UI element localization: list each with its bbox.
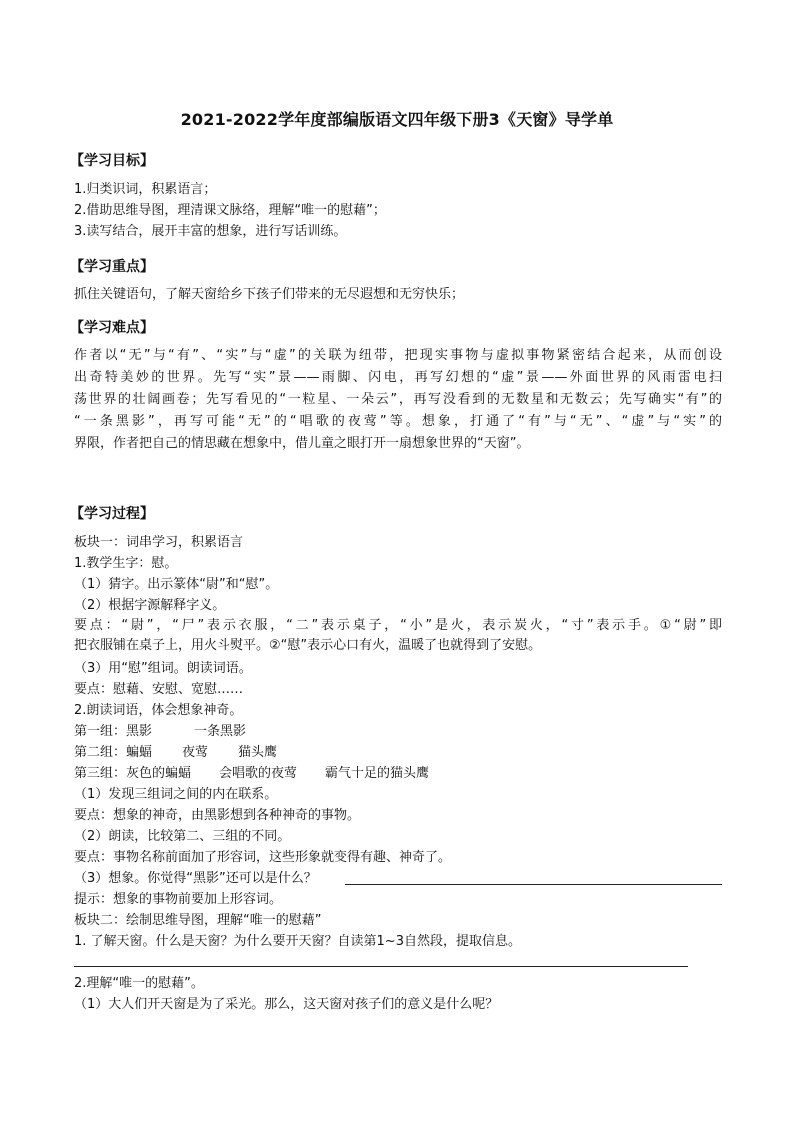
answer-1: 要点：想象的神奇，由黑影想到各种神奇的事物。 [74, 808, 361, 823]
group3-word-1: 灰色的蝙蝠 [126, 766, 192, 781]
difficulties-paragraph [74, 345, 722, 455]
group2-word-1: 蝙蝠 [126, 745, 153, 760]
answer-line-2[interactable] [74, 966, 688, 967]
step1-wordform: （3）用“慰”组词。朗读词语。 [74, 661, 252, 676]
block2-question-1: （1）大人们开天窗是为了采光。那么，这天窗对孩子们的意义是什么呢？ [74, 997, 499, 1012]
difficulties-line-2: 出奇特美妙的世界。先写“实”景——雨脚、闪电，再写幻想的“虚”景——外面世界的风雨雷电扫 [74, 370, 722, 385]
answer-line-1[interactable] [345, 884, 722, 885]
difficulties-heading: 【学习难点】 [70, 320, 154, 336]
difficulties-line-1: 作者以“无”与“有”、“实”与“虚”的关联为纽带，把现实事物与虚拟事物紧密结合起来，从而创设 [74, 348, 722, 363]
step1-key-line-1: 要点：“尉”，“尸”表示衣服，“二”表示桌子，“小”是火，表示炭火，“寸”表示手。①“尉”即 [74, 618, 722, 633]
question-2: （2）朗读，比较第二、三组的不同。 [74, 829, 291, 844]
answer-2: 要点：事物名称前面加了形容词，这些形象就变得有趣、神奇了。 [74, 850, 452, 865]
difficulties-line-4: “一条黑影”，再写可能“无”的“唱歌的夜莺”等。想象，打通了“有”与“无”、“虚”与“实”的 [74, 414, 722, 429]
group1-word-2: 一条黑影 [194, 724, 247, 739]
key-points-text: 抓住关键语句，了解天窗给乡下孩子们带来的无尽遐想和无穷快乐； [74, 287, 465, 302]
group2-word-3: 猫头鹰 [238, 745, 278, 760]
hint-text: 提示：想象的事物前要加上形容词。 [74, 892, 283, 907]
word-group-1 [74, 722, 246, 742]
objectives-heading: 【学习目标】 [70, 153, 154, 169]
step1-key-paragraph [74, 616, 722, 656]
step1-key-line-2: 把衣服铺在桌子上，用火斗熨平。②“慰”表示心口有火，温暖了也就得到了安慰。 [74, 638, 542, 653]
step1-key-words: 要点：慰藉、安慰、宽慰…… [74, 682, 244, 697]
page-title: 2021-2022学年度部编版语文四年级下册3《天窗》导学单 [180, 110, 614, 129]
group3-word-3: 霸气十足的猫头鹰 [325, 766, 430, 781]
group3-word-2: 会唱歌的夜莺 [219, 766, 298, 781]
block1-title: 板块一：词串学习，积累语言 [74, 535, 244, 550]
step1-text: 1.教学生字：慰。 [74, 556, 178, 571]
difficulties-line-5: 界限，作者把自己的情思藏在想象中，借儿童之眼打开一扇想象世界的“天窗”。 [74, 436, 530, 451]
difficulties-line-3: 荡世界的壮阔画卷；先写看见的“一粒星、一朵云”，再写没看到的无数星和无数云；先写确实“有”的 [74, 392, 722, 407]
block2-step1: 1. 了解天窗。什么是天窗？为什么要开天窗？自读第1~3自然段，提取信息。 [74, 934, 521, 949]
word-group-3 [74, 764, 429, 784]
group2-label: 第二组： [74, 745, 127, 760]
step1-guess: （1）猜字。出示篆体“尉”和“慰”。 [74, 577, 279, 592]
key-points-heading: 【学习重点】 [70, 259, 154, 275]
question-1: （1）发现三组词之间的内在联系。 [74, 787, 278, 802]
question-3: （3）想象。你觉得“黑影”还可以是什么？ [74, 871, 317, 886]
group3-label: 第三组： [74, 766, 127, 781]
objective-item-2: 2.借助思维导图，理清课文脉络，理解“唯一的慰藉”； [74, 203, 386, 218]
group1-word-1: 黑影 [126, 724, 153, 739]
process-heading: 【学习过程】 [70, 506, 154, 522]
block2-step2: 2.理解“唯一的慰藉”。 [74, 976, 204, 991]
word-group-2 [74, 743, 277, 763]
step1-meaning: （2）根据字源解释字义。 [74, 598, 226, 613]
group1-label: 第一组： [74, 724, 127, 739]
step2-text: 2.朗读词语，体会想象神奇。 [74, 703, 243, 718]
objective-item-1: 1.归类识词，积累语言； [74, 182, 217, 197]
group2-word-2: 夜莺 [182, 745, 209, 760]
block2-title: 板块二：绘制思维导图，理解“唯一的慰藉” [74, 913, 322, 928]
objective-item-3: 3.读写结合，展开丰富的想象，进行写话训练。 [74, 224, 347, 239]
